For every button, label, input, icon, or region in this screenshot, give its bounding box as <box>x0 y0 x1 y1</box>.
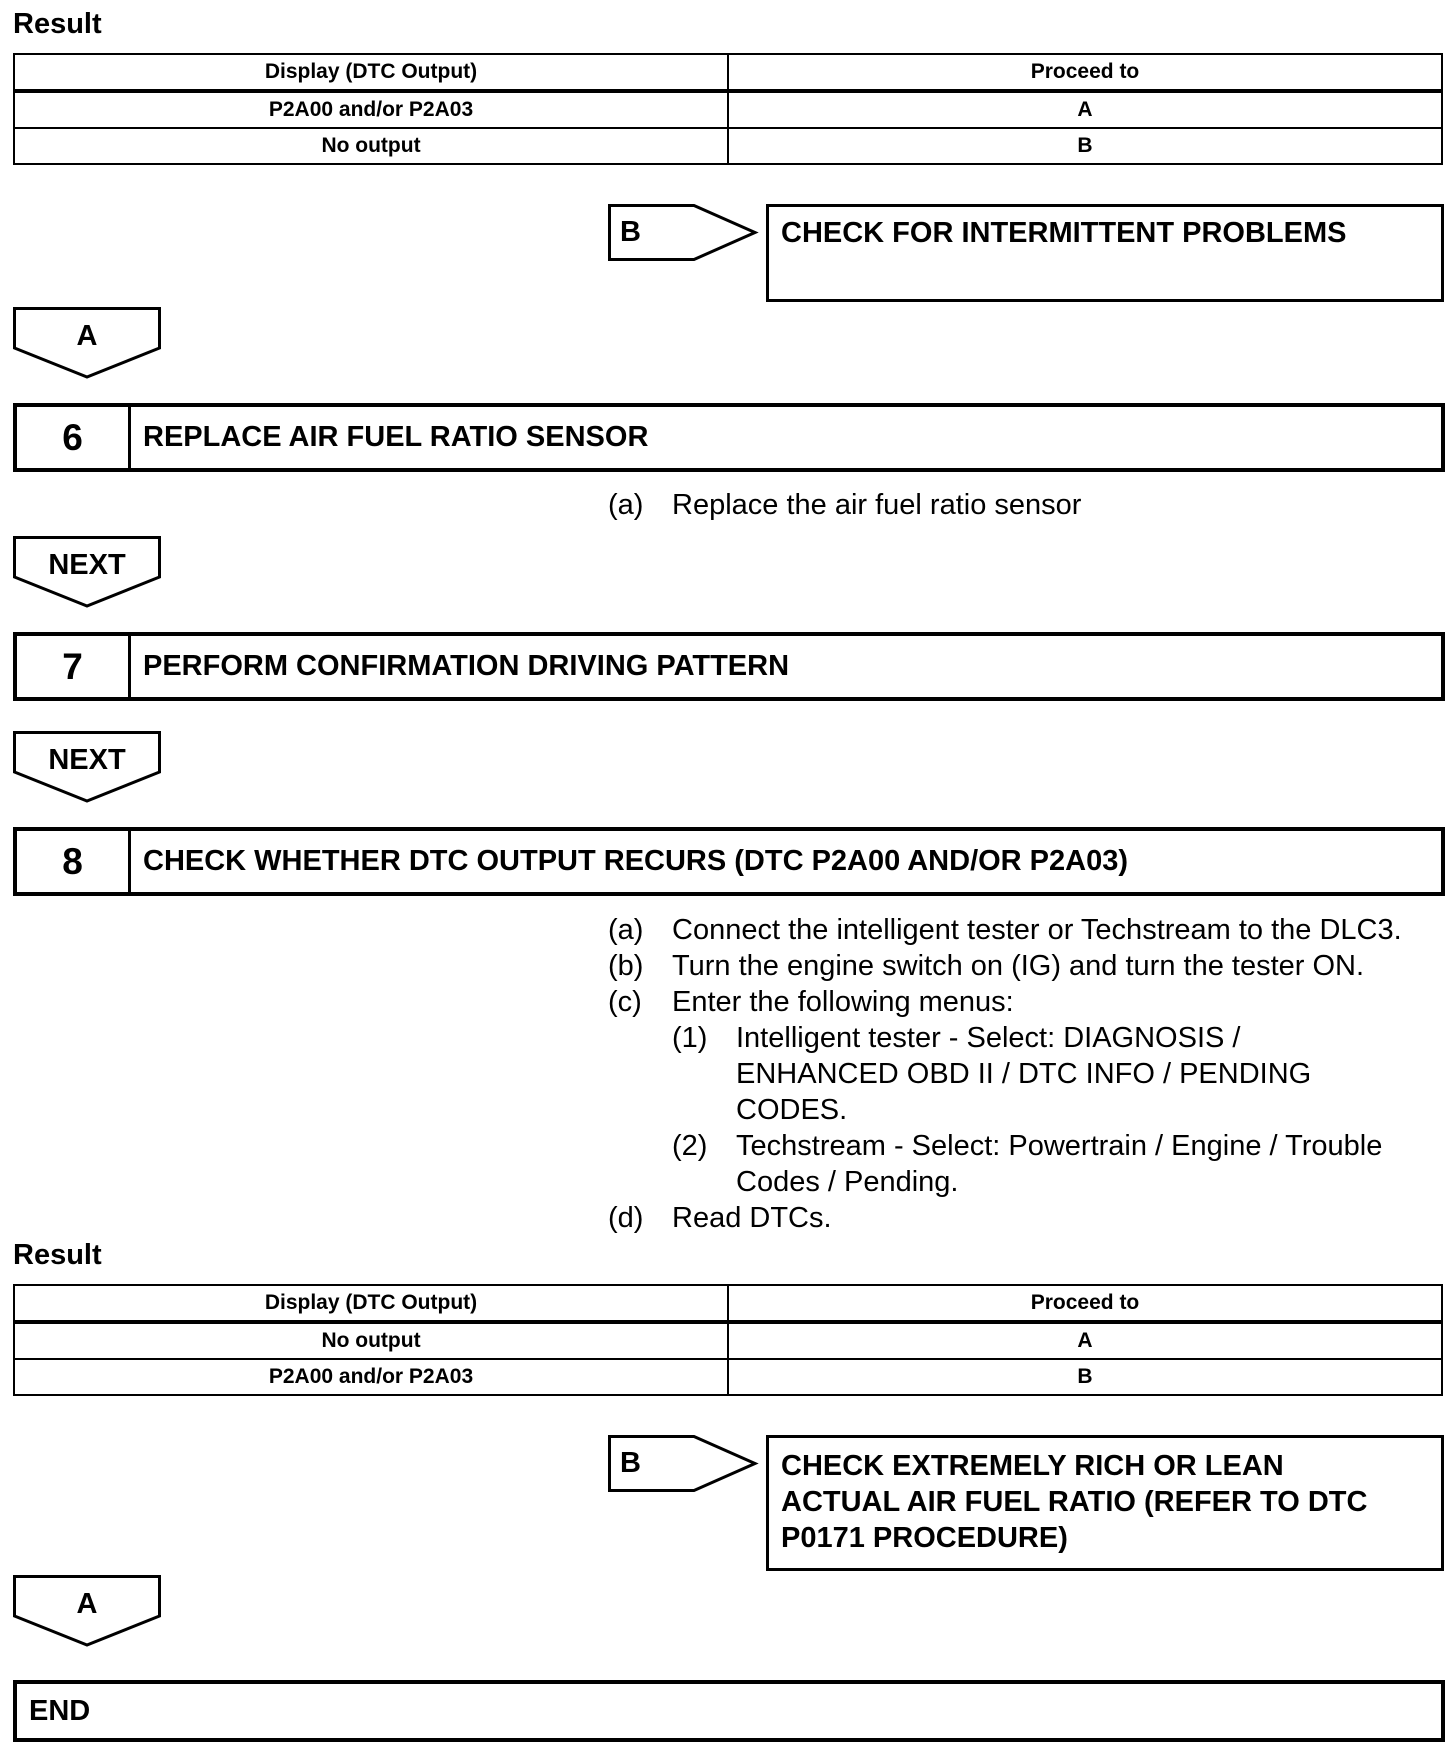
item-text: Read DTCs. <box>672 1202 832 1234</box>
table-cell: B <box>728 128 1442 164</box>
item-label: (a) <box>608 914 644 946</box>
item-label: (1) <box>672 1022 708 1054</box>
flow-label: A <box>76 320 98 352</box>
item-text-line: Techstream - Select: Powertrain / Engine / Trouble <box>736 1130 1383 1162</box>
result-label: Result <box>13 8 102 40</box>
table-cell: No output <box>14 1322 728 1359</box>
table-row <box>14 128 1442 164</box>
item-text: Replace the air fuel ratio sensor <box>672 489 1082 521</box>
step-title: CHECK WHETHER DTC OUTPUT RECURS (DTC P2A00 AND/OR P2A03) <box>143 845 1129 877</box>
item-text: Turn the engine switch on (IG) and turn the tester ON. <box>672 950 1365 982</box>
branch-result-text: CHECK FOR INTERMITTENT PROBLEMS <box>781 217 1347 249</box>
table-row <box>14 1359 1442 1395</box>
step-number: 6 <box>17 407 131 468</box>
column-header-display: Display (DTC Output) <box>14 54 728 91</box>
item-label: (d) <box>608 1202 644 1234</box>
next-label: NEXT <box>48 549 126 581</box>
table-cell: A <box>728 1322 1442 1359</box>
result-table <box>13 1284 1443 1396</box>
step-7-header <box>13 632 1445 701</box>
branch-result-line: P0171 PROCEDURE) <box>781 1522 1068 1554</box>
branch-result-line: ACTUAL AIR FUEL RATIO (REFER TO DTC <box>781 1486 1368 1518</box>
step-title: PERFORM CONFIRMATION DRIVING PATTERN <box>143 650 790 682</box>
table-cell: No output <box>14 128 728 164</box>
step-title: REPLACE AIR FUEL RATIO SENSOR <box>143 421 649 453</box>
next-label: NEXT <box>48 744 126 776</box>
end-box <box>13 1680 1445 1742</box>
item-text: Enter the following menus: <box>672 986 1014 1018</box>
item-text-line: CODES. <box>736 1094 848 1126</box>
table-cell: A <box>728 91 1442 128</box>
branch-result-line: CHECK EXTREMELY RICH OR LEAN <box>781 1450 1284 1482</box>
column-header-proceed: Proceed to <box>728 1285 1442 1322</box>
step-8-header <box>13 827 1445 896</box>
table-row <box>14 1322 1442 1359</box>
step-6-header <box>13 403 1445 472</box>
column-header-display: Display (DTC Output) <box>14 1285 728 1322</box>
item-text-line: Codes / Pending. <box>736 1166 959 1198</box>
item-label: (2) <box>672 1130 708 1162</box>
table-cell: B <box>728 1359 1442 1395</box>
branch-tag: B <box>620 1447 641 1479</box>
branch-tag: B <box>620 216 641 248</box>
item-text-line: Intelligent tester - Select: DIAGNOSIS / <box>736 1022 1241 1054</box>
item-label: (a) <box>608 489 644 521</box>
step-number: 7 <box>17 636 131 697</box>
item-text: Connect the intelligent tester or Techstream to the DLC3. <box>672 914 1402 946</box>
column-header-proceed: Proceed to <box>728 54 1442 91</box>
flow-label: A <box>76 1588 98 1620</box>
end-label: END <box>29 1694 91 1727</box>
item-label: (b) <box>608 950 644 982</box>
item-text-line: ENHANCED OBD II / DTC INFO / PENDING <box>736 1058 1312 1090</box>
item-label: (c) <box>608 986 642 1018</box>
table-cell: P2A00 and/or P2A03 <box>14 1359 728 1395</box>
table-cell: P2A00 and/or P2A03 <box>14 91 728 128</box>
result-table <box>13 53 1443 165</box>
table-row <box>14 91 1442 128</box>
branch-result-box <box>766 1435 1444 1571</box>
result-label: Result <box>13 1239 102 1271</box>
branch-result-box <box>766 204 1444 302</box>
step-number: 8 <box>17 831 131 892</box>
